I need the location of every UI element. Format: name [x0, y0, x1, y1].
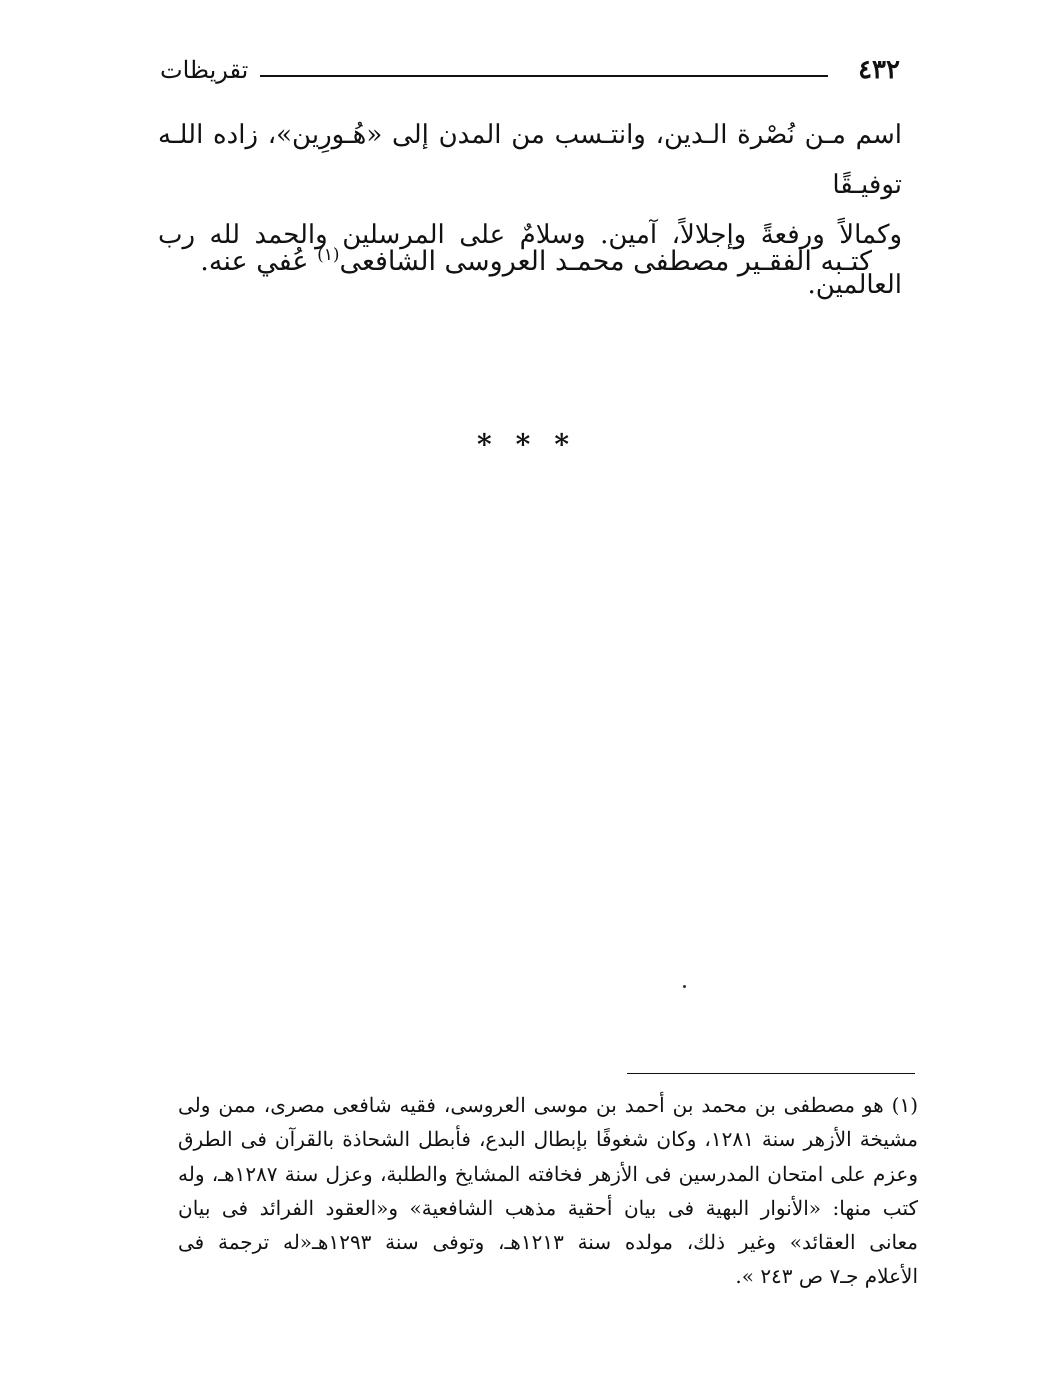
footnote-rule	[627, 1073, 915, 1074]
footnote-line: مشيخة الأزهر سنة ١٢٨١، وكان شغوفًا بإبطال البدع، فأبطل الشحاذة بالقرآن فى الطرق	[178, 1127, 919, 1152]
body-line: اسم مـن نُصْرة الـدين، وانتـسب من المدن إلى «هُـورِين»، زاده اللـه توفيـقًا	[158, 120, 902, 200]
signature-suffix: عُفي عنه.	[200, 246, 318, 277]
ink-speck	[683, 985, 686, 988]
footnote-line: (١) هو مصطفى بن محمد بن أحمد بن موسى العروسى، فقيه شافعى مصرى، ممن ولى	[178, 1093, 918, 1117]
footnote-line: وعزم على امتحان المدرسين فى الأزهر فخافته المشايخ والطلبة، وعزل سنة ١٢٨٧هـ، وله	[178, 1161, 918, 1186]
footnote	[178, 1088, 918, 1294]
signature-text: كتـبه الفقـير مصطفى محمـد العروسى الشافعى	[339, 246, 872, 277]
footnote-line: كتب منها: «الأنوار البهية فى بيان أحقية مذهب الشافعية» و«العقود الفرائد فى بيان	[178, 1195, 918, 1220]
body-line: وكمالاً ورفعةً وإجلالاً، آمين. وسلامٌ على المرسلين والحمد لله رب العالمين.	[158, 220, 902, 300]
section-separator: ***	[477, 428, 593, 461]
author-signature	[150, 230, 872, 287]
footnote-marker: (١)	[317, 245, 340, 265]
running-title: تقريظات	[160, 56, 249, 84]
header-rule	[260, 75, 828, 77]
page-number: ٤٣٢	[858, 55, 900, 85]
footnote-line: معانى العقائد» وغير ذلك، مولده سنة ١٢١٣هـ، وتوفى سنة ١٢٩٣هـ«له ترجمة فى	[178, 1230, 918, 1255]
footnote-line: الأعلام جـ٧ ص ٢٤٣ ».	[735, 1264, 918, 1289]
page-header	[160, 52, 900, 92]
